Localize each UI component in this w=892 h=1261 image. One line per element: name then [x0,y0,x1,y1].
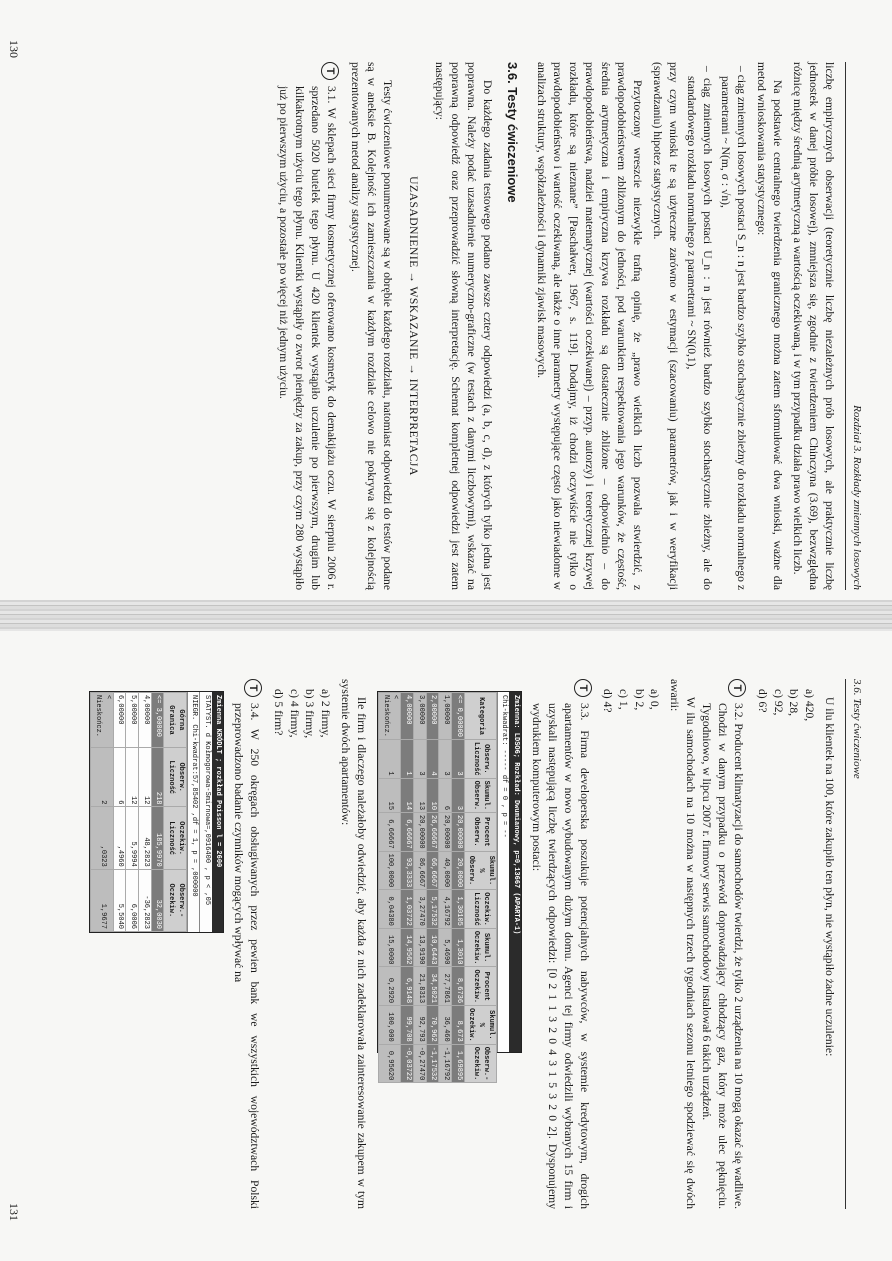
right-page [0,631,892,1261]
cell: 1 [378,740,400,779]
cell: 5,00000 [126,693,139,748]
header-cell: Procent Obserw. [464,813,496,852]
task-3-3 [528,679,592,1209]
cell: -0,03722 [401,1044,414,1083]
option: a) 0, [648,689,662,710]
left-page [0,0,892,630]
header-cell: Skumul. Oczekiw. [464,928,496,967]
cell: 70,962 [426,1006,439,1045]
task-3-4 [230,679,262,1209]
cell: 6,66667 [378,813,400,852]
cell: 10,6443 [426,928,439,967]
cell: 4 [426,740,439,779]
table-subtitle: STATYST. d Kołmogorowa-Smirnowa=,0916400 , p < ,05 [199,692,212,932]
cell: 6,0006 [126,869,139,931]
table-subtitle: Chi-kwadrat: ----- df = 0 , p = -- [497,692,510,1052]
table-title: Zmienna KRÓDLT ; rozkład Poisson l = 2600 [212,692,224,932]
options-list [754,689,817,1209]
question: U ilu klientek na 100, które zakupiło ten płyn, nie wystąpiło żadne uczulenie: [822,697,836,1057]
cell: 185,9970 [151,807,164,869]
table-row [378,693,400,1083]
cell: -1,17532 [426,1044,439,1083]
task-text: 3.2. Producent klimatyzacji do samochodów twierdzi, że tylko 2 urządzenia na 10 mogą okazać się wadliwe. Chodzi w danym przypadku o przewód doprowadzający chłodzący gaz, który może ulec pęknięciu. Tygodniowo, w lipcu 2007 r. firmowy serwis samochodowy instalował 6 takich urządzeń. [700,703,746,1209]
cell: 1,69895 [451,1044,464,1083]
header-cell: Obserw. Liczność [164,747,186,807]
table-subtitle: NIEGR. Chi-kwadrat:57,85402 ,df = 1, p = ,000000 [187,692,200,932]
cell: 218 [151,747,164,807]
options-list [600,689,663,1209]
running-head: Rozdział 3. Rozkłady zmiennych losowych [845,62,864,590]
header-cell: Obserw.- Oczekiw. [164,869,186,931]
page-number: 131 [7,1203,21,1221]
header-cell: Oczekiw. Liczność [164,807,186,869]
cell: 8,6736 [451,967,464,1006]
cell: 21,8313 [413,967,426,1006]
cell: 1,30105 [451,890,464,929]
cell: 20,0000 [451,851,464,890]
paragraph: Na podstawie centralnego twierdzenia granicznego można zatem sformułować dwa wnioski, ważne dla metod wnioskowania statystycznego: [754,62,784,590]
cell: 12 [126,747,139,807]
cell: -0,27470 [413,1044,426,1083]
cell: 93,3333 [401,851,414,890]
task-text: 3.3. Firma developerska poszukuje potencjalnych nabywców, w systemie kredytowym, drogich apartamentów w nowo wybudowanym dużym domu. Agenci tej firmy odwiedzili wybranych 15 firm i uzyskali następującą liczbę twierdzących odpowiedzi: [0 2 1 1 3 2 0 4 3 1 5 3 2 0 2]. Dysponujemy wydrukiem komputerowym postaci: [529,703,591,1209]
question: W ilu samochodach na 10 można w następnych trzech tygodniach sezonu letniego spodziewać się dwóch awarii: [668,679,698,1209]
header-cell: Skumul. % Obserw. [464,851,496,890]
cell: 1,00000 [439,693,452,740]
option: b) 2, [632,689,646,711]
table-row [91,693,113,932]
cell: 27,7861 [439,967,452,1006]
paragraph: liczbę empirycznych obserwacji (teoretycznie liczbę niezależnych prób losowych, ale praktycznie liczbę jednostek w danej próbie losowej), zmniejsza się, zgodnie z twierdzeniem Chinczyna (3.69), bezwzględna różnicę między średnią arytmetyczną a wartością oczekiwaną, i w tym przypadku działa prawo wielkich liczb. [790,62,836,590]
header-cell: Oczekiw. Liczność [464,890,496,929]
poisson-output-table [89,691,224,933]
cell: <= 0,00000 [451,693,464,740]
cell: 2 [91,747,113,807]
option: c) 1, [617,689,631,710]
cell: 6,66667 [401,813,414,852]
option: b) 3 firmy, [303,689,317,739]
header-cell: Skumul. % Oczekiw. [464,1006,496,1045]
table-row [451,693,464,1083]
page-number: 130 [7,40,21,58]
cell: 92,793 [413,1006,426,1045]
table-title: Zmienna: LDSO6; Rozkład: Dwumianowy, p=0,13667 (APARTA-1) [509,692,521,1052]
cell: 4,00000 [401,693,414,740]
cell: 26,66667 [426,813,439,852]
cell: 20,00000 [439,813,452,852]
task-text: 3.1. W sklepach sieci firmy kosmetycznej oferowano kosmetyk do demakijażu oczu. W sierpniu 2006 r. sprzedano 5020 butelek tego płynu. U 420 klientek wystąpiło uczulenie po pierwszym, drugim lub kilkakrotnym użyciu tego płynu. Klientki wystąpiły o zwrot pieniędzy za zakup, przy czym 280 wystąpiło już po pierwszym użyciu, a pozostałe po więcej niż jednym użyciu. [277,86,339,590]
cell: 4,16792 [439,890,452,929]
table-row [401,693,414,1083]
cell: ,4960 [113,807,126,869]
task-text: 3.4. W 250 okręgach obsługiwanych przez pewien bank we wszystkich województwach Polski przeprowadzono badanie czynników mogących wpływać na [232,703,262,1209]
test-icon: T [574,679,592,697]
cell: 48,2823 [138,807,151,869]
cell: 100,0000 [378,851,400,890]
cell: 1,9677 [91,869,113,931]
dash-item: – ciąg zmiennych losowych postaci S_n : n jest bardzo szybko stochastycznie zbieżny do rozkładu normalnego z parametrami ~ N(m, σ : √n), [718,66,748,590]
cell: 6,00000 [113,693,126,748]
header-cell: Skumul. Obserw. [464,778,496,812]
cell: 10 [426,778,439,812]
table-header-row [164,693,186,932]
table-header-row [464,693,496,1083]
paragraph: Przytoczony wreszcie niezwykle trafną opinię, że „prawo wielkich liczb pozwala stwierdzić, z prawdopodobieństwem zbliżonym do jedności, pod warunkiem respektowania jego warunków, że częstość, średnia arytmetyczna i empiryczna krzywa rozkładu są dostatecznie zbliżone – odpowiednio – do prawdopodobieństwa, nadziei matematycznej (wartości oczekiwanej) – przyp. autorzy) i teoretycznej krzywej rozkładu, które są nieznane” [Paschałwer, 1967, s. 119]. Dodajmy, iż chodzi oczywiście nie tylko o prawdopodobieństwo i wartość oczekiwaną, ale także o inne parametry występujące często jako niewiadome w analizach struktury, współzależności i dynamiki zjawisk masowych. [535,62,644,590]
test-icon: T [244,679,262,697]
cell: 3 [413,740,426,779]
cell: <= 3,00000 [151,693,164,748]
cell: 6,9148 [401,967,414,1006]
task-3-2 [698,679,746,1209]
test-icon: T [321,62,339,80]
question: Ile firm i dlaczego należałoby odwiedzić, aby każda z nich zadeklarowała zainteresowanie zakupem w tym systemie dwóch apartamentów: [339,679,368,1209]
dash-item: – ciąg zmiennych losowych postaci U_n : n jest również bardzo szybko stochastycznie zbieżny, ale do standardowego rozkładu normalnego z parametrami ~ SN(0,1), [684,66,714,590]
cell: 6 [113,747,126,807]
table-row [138,693,151,932]
cell: 99,708 [401,1006,414,1045]
option: d) 6? [755,689,769,713]
cell: 36,460 [439,1006,452,1045]
option: b) 28, [787,689,801,717]
cell: 12 [138,747,151,807]
task-3-1 [275,62,339,590]
cell: 13 [413,778,426,812]
option: d) 4? [601,689,615,713]
option: d) 5 firm? [272,689,286,736]
header-cell: Obserw. Liczność [464,740,496,779]
cell: 86,6667 [413,851,426,890]
header-cell: Górna Granica [164,693,186,748]
options-list [270,689,333,1209]
cell: 5,4690 [439,928,452,967]
cell: 15 [378,778,400,812]
cell: 3,27470 [413,890,426,929]
cell: 34,5021 [426,967,439,1006]
header-cell: Kategoria [464,693,496,740]
binomial-output-table [377,691,522,1081]
header-cell: Procent Oczekiw. [464,967,496,1006]
cell: 0,04380 [378,890,400,929]
option: a) 2 firmy, [319,689,333,738]
option: c) 4 firmy, [287,689,301,738]
cell: 3 [451,778,464,812]
cell: < Nieskończ. [378,693,400,740]
option: a) 420, [802,689,816,722]
cell: -36,2823 [138,869,151,931]
cell: < Nieskończ. [91,693,113,748]
header-cell: Obserw.- Oczekiw. [464,1044,496,1083]
cell: 4,00000 [138,693,151,748]
cell: 5,5040 [113,869,126,931]
cell: 40,0000 [439,851,452,890]
answer-scheme: UZASADNIENIE → WSKAZANIE → INTERPRETACJA [407,176,421,476]
cell: 66,6667 [426,851,439,890]
cell: 14,9562 [401,928,414,967]
test-icon: T [728,679,746,697]
running-head: 3.6. Testy ćwiczeniowe [845,679,864,1209]
cell: 14 [401,778,414,812]
table-row [413,693,426,1083]
table-row [426,693,439,1083]
cell: 15,0000 [378,928,400,967]
table-row [151,693,164,932]
cell: 5,9994 [126,807,139,869]
cell: 1,3010 [451,928,464,967]
cell: ,0323 [91,807,113,869]
cell: 3 [439,740,452,779]
cell: 13,9190 [413,928,426,967]
cell: 1,03722 [401,890,414,929]
cell: 100,000 [378,1006,400,1045]
paragraph: Testy ćwiczeniowe ponumerowane są w obrębie każdego rozdziału, natomiast odpowiedzi do testów podane są w aneksie B. Kolejność ich zamieszczania w każdym rozdziale celowo nie pokrywa się z kolejnością prezentowanych metod analizy statystycznej. [349,62,395,590]
option: c) 92, [771,689,785,716]
cell: 8,673 [451,1006,464,1045]
cell: 2,00000 [426,693,439,740]
table-row [439,693,452,1083]
section-title: 3.6. Testy ćwiczeniowe [505,62,521,203]
cell: 20,00000 [451,813,464,852]
cell: 3,00000 [413,693,426,740]
cell: 6 [439,778,452,812]
table-row [126,693,139,932]
cell: 3 [451,740,464,779]
cell: 20,00000 [413,813,426,852]
paragraph: przy czym wnioski te są użyteczne zarówno w estymacji (szacowaniu) parametrów, jak i w weryfikacji (sprawdzaniu) hipotez statystycznych. [650,62,680,590]
cell: 0,2920 [378,967,400,1006]
cell: 5,17532 [426,890,439,929]
cell: 1 [401,740,414,779]
cell: 32,0030 [151,869,164,931]
cell: 0,95620 [378,1044,400,1083]
table-row [113,693,126,932]
paragraph: Do każdego zadania testowego podano zawsze cztery odpowiedzi (a, b, c, d), z których tylko jedna jest poprawna. Należy podać uzasadnienie numeryczno-graficzne (w testach z danymi liczbowymi), wskazać na poprawną odpowiedź oraz przeprowadzić słowną interpretację. Schemat kompletnej odpowiedzi jest zatem następujący: [433,62,495,590]
cell: -1,16792 [439,1044,452,1083]
